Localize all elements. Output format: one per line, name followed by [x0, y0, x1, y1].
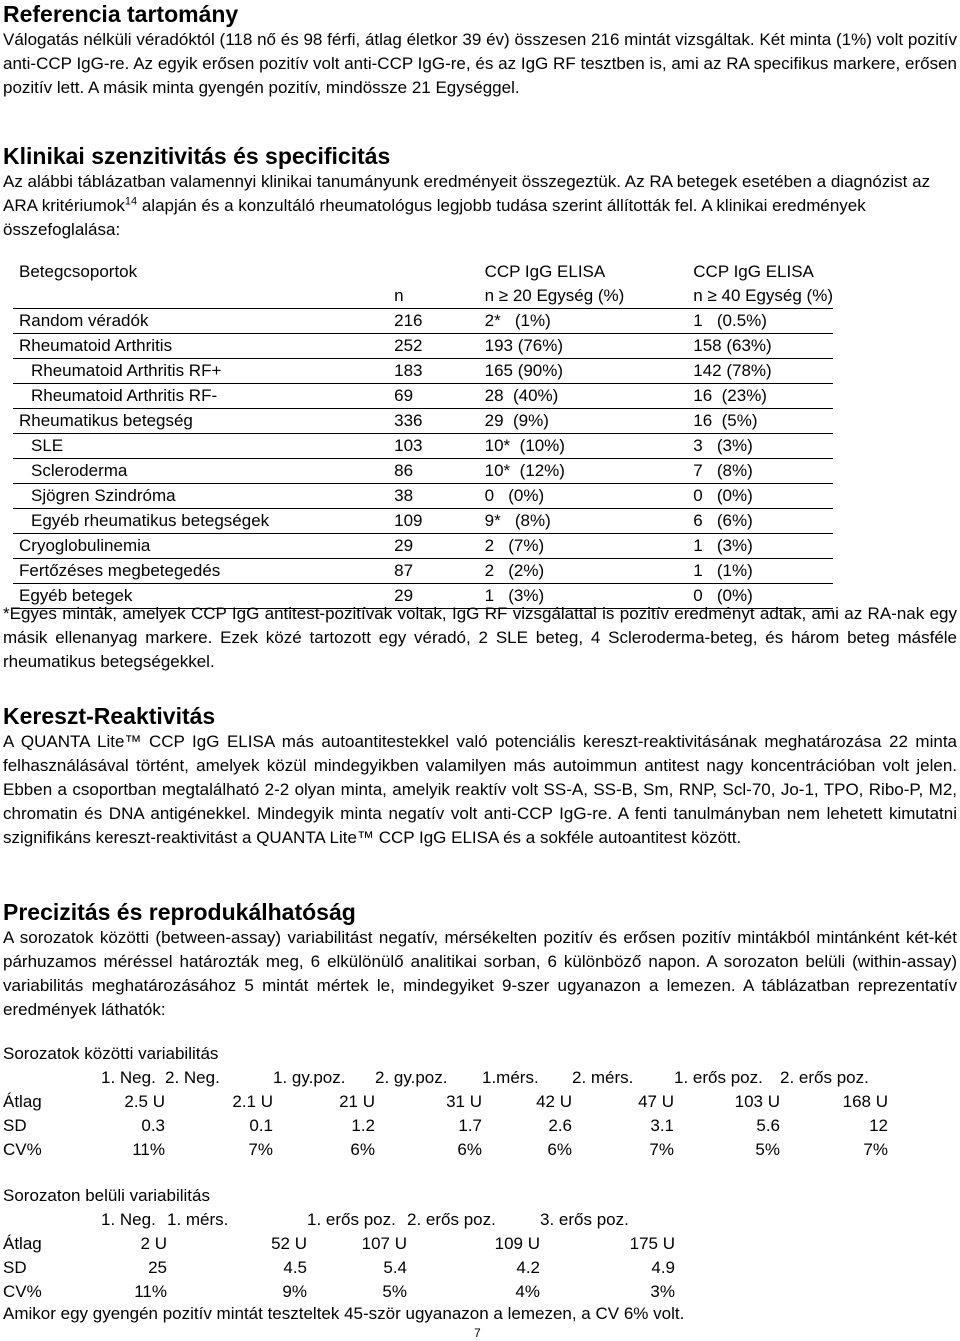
cell-group: Rheumatoid Arthritis RF+	[13, 359, 388, 384]
variability-value: 4.9	[651, 1258, 675, 1277]
variability-header-row	[3, 1208, 675, 1232]
within-assay-table	[3, 1208, 675, 1304]
variability-value: 4.2	[516, 1258, 540, 1277]
header-ccp-20: CCP IgG ELISA n ≥ 20 Egység (%)	[484, 262, 625, 305]
variability-header-cell: 1. mérs.	[167, 1210, 229, 1229]
cell-n: 103	[388, 434, 478, 459]
cell-ccp-20: 2 (7%)	[479, 534, 688, 559]
table-row	[13, 334, 833, 359]
variability-value: 3%	[650, 1282, 675, 1301]
table-row	[13, 459, 833, 484]
cell-ccp-20: 10* (10%)	[479, 434, 688, 459]
cell-n: 29	[388, 584, 478, 609]
variability-value: 12	[869, 1116, 888, 1135]
cell-ccp-40: 0 (0%)	[687, 584, 833, 609]
variability-row-label: SD	[3, 1116, 27, 1135]
cell-n: 252	[388, 334, 478, 359]
between-assay-block	[3, 1042, 957, 1162]
clinical-heading: Klinikai szenzitivitás és specificitás	[3, 143, 391, 169]
cell-ccp-20: 9* (8%)	[479, 509, 688, 534]
variability-value: 11%	[134, 1282, 167, 1301]
cell-n: 87	[388, 559, 478, 584]
cell-group: Sjögren Szindróma	[13, 484, 388, 509]
citation-superscript: 14	[124, 195, 138, 208]
cell-ccp-40: 16 (5%)	[687, 409, 833, 434]
cell-n: 109	[388, 509, 478, 534]
clinical-text	[3, 170, 957, 242]
variability-value: 3.1	[650, 1116, 674, 1135]
cell-n: 69	[388, 384, 478, 409]
variability-row-label: CV%	[3, 1140, 42, 1159]
cell-ccp-20: 10* (12%)	[479, 459, 688, 484]
cell-ccp-40: 6 (6%)	[687, 509, 833, 534]
cell-ccp-20: 0 (0%)	[479, 484, 688, 509]
variability-value: 21 U	[339, 1092, 375, 1111]
within-assay-block	[3, 1184, 957, 1304]
variability-header-cell: 2. erős poz.	[780, 1068, 869, 1087]
variability-row	[3, 1114, 888, 1138]
page-number: 7	[474, 1326, 481, 1340]
variability-value: 11%	[132, 1140, 165, 1159]
clinical-text-part1: Az alábbi táblázatban valamennyi klinikai tanumányunk eredményeit összegeztük. Az RA betegek esetében a diagnózist az ARA kritériumok	[3, 172, 931, 215]
reference-range-text: Válogatás nélküli véradóktól (118 nő és 98 férfi, átlag életkor 39 év) összesen 216 mintát vizsgáltak. Két minta (1%) volt pozitív anti-CCP IgG-re. Az egyik erősen pozitív volt anti-CCP IgG-re, és az IgG RF tesztben is, ami az RA specifikus markere, erősen pozitív lett. A másik minta gyengén pozitív, mindössze 21 Egységgel.	[3, 30, 957, 97]
variability-row-label: Átlag	[3, 1234, 42, 1253]
variability-value: 1.2	[351, 1116, 375, 1135]
table-row	[13, 534, 833, 559]
variability-row	[3, 1256, 675, 1280]
between-assay-table	[3, 1066, 888, 1162]
cell-ccp-40: 3 (3%)	[687, 434, 833, 459]
cell-group: SLE	[13, 434, 388, 459]
cell-group: Random véradók	[13, 309, 388, 334]
variability-value: 175 U	[629, 1234, 675, 1253]
variability-header-cell: 3. erős poz.	[540, 1210, 629, 1229]
variability-value: 25	[148, 1258, 167, 1277]
cell-n: 86	[388, 459, 478, 484]
variability-header-cell: 1. erős poz.	[674, 1068, 763, 1087]
cell-group: Rheumatoid Arthritis	[13, 334, 388, 359]
variability-value: 7%	[248, 1140, 273, 1159]
variability-value: 5.6	[756, 1116, 780, 1135]
variability-header-cell: 2. gy.poz.	[375, 1068, 448, 1087]
precision-section	[3, 898, 957, 1022]
variability-value: 5%	[755, 1140, 780, 1159]
variability-row	[3, 1090, 888, 1114]
variability-row	[3, 1138, 888, 1162]
cross-reactivity-heading: Kereszt-Reaktivitás	[3, 703, 216, 729]
cell-ccp-20: 193 (76%)	[479, 334, 688, 359]
cell-ccp-20: 165 (90%)	[479, 359, 688, 384]
variability-value: 9%	[282, 1282, 307, 1301]
cell-group: Egyéb rheumatikus betegségek	[13, 509, 388, 534]
variability-value: 6%	[350, 1140, 375, 1159]
table-row	[13, 434, 833, 459]
variability-value: 103 U	[734, 1092, 780, 1111]
variability-value: 4.5	[283, 1258, 307, 1277]
cell-ccp-40: 0 (0%)	[687, 484, 833, 509]
cell-group: Scleroderma	[13, 459, 388, 484]
variability-value: 7%	[863, 1140, 888, 1159]
cell-ccp-40: 158 (63%)	[687, 334, 833, 359]
variability-value: 168 U	[842, 1092, 888, 1111]
cell-group: Fertőzéses megbetegedés	[13, 559, 388, 584]
variability-value: 31 U	[446, 1092, 482, 1111]
cross-reactivity-text: A QUANTA Lite™ CCP IgG ELISA más autoantitestekkel való potenciális kereszt-reaktivitásának meghatározása 22 minta felhasználásával történt, amelyek közül mindegyikben valamilyen más autoimmun antitest nagy koncentrációban volt jelen. Ebben a csoportban megtalálható 2-2 olyan minta, amelyik reaktív volt SS-A, SS-B, Sm, RNP, Scl-70, Jo-1, TPO, Ribo-P, M2, chromatin és DNA antigénekkel. Mindegyik minta negatív volt anti-CCP IgG-re. A fenti tanulmányban nem lehetett kimutatni szignifikáns kereszt-reaktivitást a QUANTA Lite™ CCP IgG ELISA és a sokféle autoantitest között.	[3, 732, 957, 847]
cell-group: Rheumatikus betegség	[13, 409, 388, 434]
reference-range-section	[3, 0, 957, 100]
variability-header-row	[3, 1066, 888, 1090]
table-header-row	[13, 258, 833, 309]
variability-value: 0.1	[249, 1116, 273, 1135]
variability-row	[3, 1232, 675, 1256]
variability-value: 2.5 U	[124, 1092, 165, 1111]
variability-value: 52 U	[271, 1234, 307, 1253]
variability-value: 42 U	[536, 1092, 572, 1111]
precision-text: A sorozatok közötti (between-assay) variabilitást negatív, mérsékelten pozitív és erősen pozitív mintákból mintánként két-két párhuzamos méréssel határozták meg, 6 elkülönülő analitikai sorban, 6 különböző napon. A sorozaton belüli (within-assay) variabilitás meghatározásához 5 mintát mértek le, mindegyiket 9-szer ugyanazon a lemezen. A táblázatban reprezentatív eredmények láthatók:	[3, 928, 957, 1019]
table-row	[13, 509, 833, 534]
clinical-text-part2: alapján és a konzultáló rheumatológus legjobb tudása szerint állították fel. A klinikai eredmények összefoglalása:	[3, 196, 866, 239]
variability-value: 107 U	[361, 1234, 407, 1253]
header-patient-groups: Betegcsoportok	[19, 262, 138, 281]
cell-n: 38	[388, 484, 478, 509]
blank-cell	[3, 1208, 101, 1232]
between-assay-title: Sorozatok közötti variabilitás	[3, 1044, 219, 1063]
header-ccp-40: CCP IgG ELISA n ≥ 40 Egység (%)	[693, 262, 833, 305]
variability-value: 1.7	[458, 1116, 482, 1135]
cell-ccp-20: 2* (1%)	[479, 309, 688, 334]
variability-value: 5.4	[383, 1258, 407, 1277]
cell-ccp-20: 2 (2%)	[479, 559, 688, 584]
variability-value: 7%	[649, 1140, 674, 1159]
variability-header-cell: 1.mérs.	[482, 1068, 539, 1087]
table-row	[13, 384, 833, 409]
variability-row-label: CV%	[3, 1282, 42, 1301]
cell-ccp-40: 1 (3%)	[687, 534, 833, 559]
variability-header-cell: 2. Neg.	[165, 1068, 220, 1087]
reference-range-heading: Referencia tartomány	[3, 1, 239, 27]
precision-heading: Precizitás és reprodukálhatóság	[3, 899, 356, 925]
variability-row-label: SD	[3, 1258, 27, 1277]
variability-value: 47 U	[638, 1092, 674, 1111]
variability-value: 6%	[457, 1140, 482, 1159]
cell-group: Egyéb betegek	[13, 584, 388, 609]
cell-ccp-20: 29 (9%)	[479, 409, 688, 434]
blank-cell	[3, 1066, 101, 1090]
table-row	[13, 484, 833, 509]
variability-row	[3, 1280, 675, 1304]
cell-ccp-40: 142 (78%)	[687, 359, 833, 384]
cell-group: Rheumatoid Arthritis RF-	[13, 384, 388, 409]
table-row	[13, 359, 833, 384]
clinical-footnote: *Egyes minták, amelyek CCP IgG antitest-pozitívak voltak, IgG RF vizsgálattal is pozitív eredményt adtak, ami az RA-nak egy másik ellenanyag markere. Ezek közé tartozott egy véradó, 2 SLE beteg, 4 Scleroderma-beteg, és három beteg másféle rheumatikus betegségekkel.	[3, 604, 957, 671]
variability-header-cell: 1. erős poz.	[307, 1210, 396, 1229]
variability-header-cell: 1. Neg.	[101, 1068, 156, 1087]
cell-n: 216	[388, 309, 478, 334]
cell-ccp-20: 28 (40%)	[479, 384, 688, 409]
cell-ccp-40: 1 (1%)	[687, 559, 833, 584]
variability-header-cell: 1. Neg.	[101, 1210, 156, 1229]
clinical-results-table	[3, 258, 957, 609]
table-row	[13, 309, 833, 334]
variability-value: 6%	[547, 1140, 572, 1159]
variability-value: 5%	[382, 1282, 407, 1301]
cell-ccp-40: 16 (23%)	[687, 384, 833, 409]
table-row	[13, 559, 833, 584]
variability-row-label: Átlag	[3, 1092, 42, 1111]
variability-header-cell: 2. erős poz.	[407, 1210, 496, 1229]
cell-ccp-40: 7 (8%)	[687, 459, 833, 484]
table-row	[13, 409, 833, 434]
variability-value: 2.6	[548, 1116, 572, 1135]
variability-header-cell: 2. mérs.	[572, 1068, 634, 1087]
variability-value: 109 U	[494, 1234, 540, 1253]
cell-ccp-20: 1 (3%)	[479, 584, 688, 609]
cell-n: 29	[388, 534, 478, 559]
variability-value: 4%	[515, 1282, 540, 1301]
cell-n: 336	[388, 409, 478, 434]
variability-value: 0.3	[141, 1116, 165, 1135]
cross-reactivity-section	[3, 702, 957, 850]
cell-ccp-40: 1 (0.5%)	[687, 309, 833, 334]
within-assay-title: Sorozaton belüli variabilitás	[3, 1186, 210, 1205]
cell-group: Cryoglobulinemia	[13, 534, 388, 559]
variability-value: 2 U	[140, 1234, 167, 1253]
header-n: n	[394, 286, 404, 305]
clinical-section	[3, 142, 957, 242]
variability-value: 2.1 U	[232, 1092, 273, 1111]
variability-header-cell: 1. gy.poz.	[273, 1068, 346, 1087]
cell-n: 183	[388, 359, 478, 384]
precision-note: Amikor egy gyengén pozitív mintát teszteltek 45-ször ugyanazon a lemezen, a CV 6% volt.	[3, 1304, 685, 1323]
